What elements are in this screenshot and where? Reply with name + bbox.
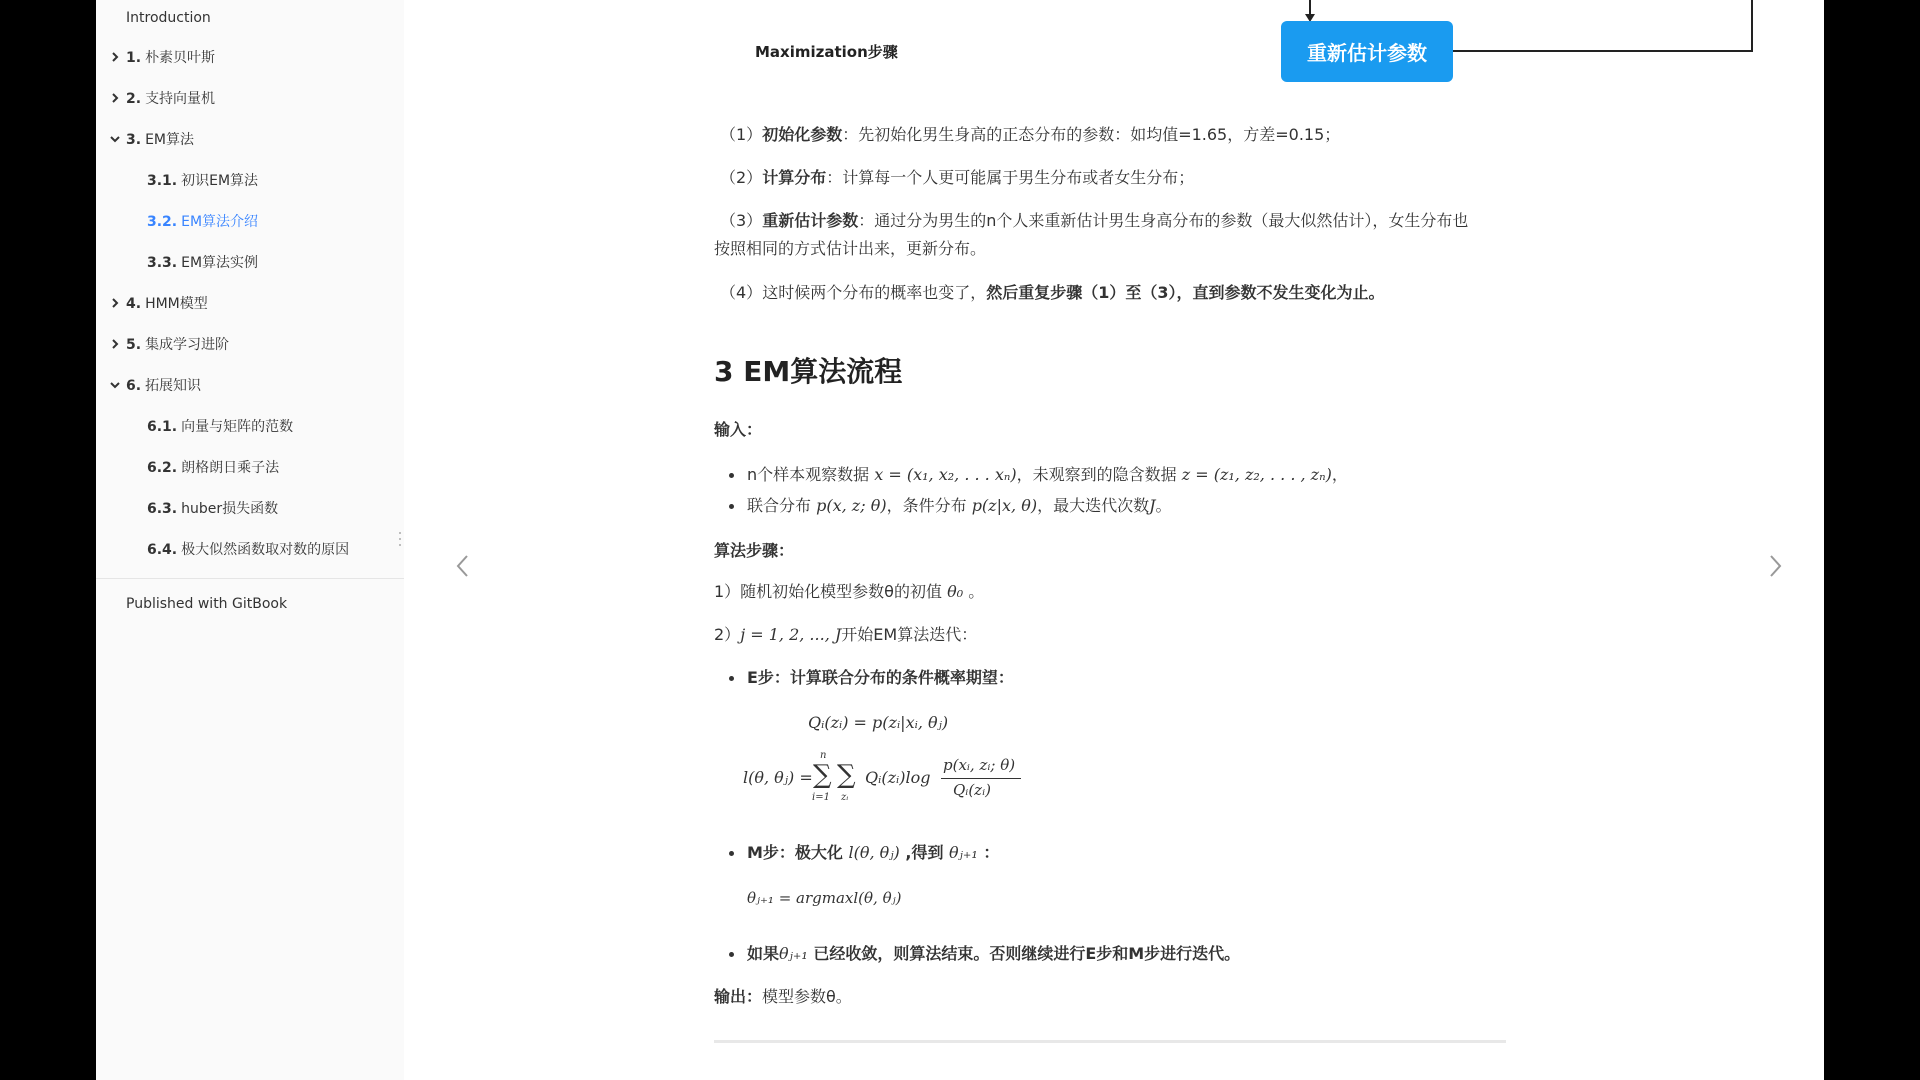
eq2-numerator: p(xᵢ, zᵢ; θ) bbox=[943, 756, 1016, 774]
input-item-comma: ， bbox=[1331, 465, 1348, 484]
sidebar-item-label bbox=[147, 498, 278, 518]
sum-symbol-2: ∑ bbox=[837, 760, 856, 790]
sidebar-item-4[interactable] bbox=[96, 162, 404, 198]
step-2-title: 计算分布 bbox=[762, 168, 827, 187]
published-with-gitbook-link[interactable]: Published with GitBook bbox=[126, 596, 288, 612]
prev-page-button[interactable] bbox=[442, 546, 482, 586]
main-content bbox=[404, 0, 1824, 1080]
sidebar-item-2[interactable] bbox=[96, 80, 404, 116]
sidebar-item-label bbox=[126, 375, 201, 395]
sidebar-item-number: 6.2. bbox=[147, 460, 178, 476]
m-step-get-text: ,得到 bbox=[905, 843, 944, 862]
joint-dist-text: 联合分布 bbox=[747, 496, 812, 515]
sidebar-item-number: 3.3. bbox=[147, 255, 178, 271]
sidebar-item-13[interactable] bbox=[96, 531, 404, 567]
sidebar-item-number: 3. bbox=[126, 132, 142, 148]
step-2 bbox=[720, 167, 1194, 189]
flow-maximization-label: Maximization步骤 bbox=[755, 43, 898, 61]
sidebar-item-text: huber损失函数 bbox=[181, 501, 279, 517]
next-page-button[interactable] bbox=[1756, 546, 1796, 586]
sidebar-item-label bbox=[126, 10, 211, 26]
sidebar-item-text: 初识EM算法 bbox=[181, 173, 259, 189]
math-x-vector: x = (x₁, x₂, . . . xₙ) bbox=[874, 465, 1017, 484]
math-l-theta: l(θ, θⱼ) bbox=[848, 843, 900, 862]
eq2-sum2-bottom: zᵢ bbox=[841, 792, 849, 803]
chevron-right-icon[interactable] bbox=[108, 296, 122, 310]
equation-q: Qᵢ(zᵢ) = p(zᵢ|xᵢ, θⱼ) bbox=[808, 713, 949, 732]
sidebar-resize-handle[interactable] bbox=[399, 532, 403, 546]
sidebar-item-label bbox=[126, 334, 229, 354]
algo-step-1-end: 。 bbox=[968, 582, 985, 601]
m-step-text: M步：极大化 bbox=[747, 843, 843, 862]
step-1-prefix: （1） bbox=[720, 125, 763, 144]
sidebar-item-label bbox=[147, 457, 279, 477]
step-3-continued: 按照相同的方式估计出来，更新分布。 bbox=[714, 239, 987, 258]
sidebar-item-text: 集成学习进阶 bbox=[145, 337, 230, 353]
algorithm-label: 算法步骤： bbox=[714, 541, 795, 560]
sidebar-item-1[interactable] bbox=[96, 39, 404, 75]
math-joint-dist: p(x, z; θ) bbox=[816, 496, 887, 515]
algo-step-2 bbox=[714, 624, 977, 646]
sidebar-item-label bbox=[126, 293, 208, 313]
sidebar-item-number: 1. bbox=[126, 50, 142, 66]
step-4-bold-text: 然后重复步骤（1）至（3），直到参数不发生变化为止。 bbox=[986, 283, 1385, 302]
math-cond-dist: p(z|x, θ) bbox=[971, 496, 1038, 515]
step-1 bbox=[720, 124, 1340, 146]
sidebar-item-8[interactable] bbox=[96, 326, 404, 362]
sidebar-item-text: 朴素贝叶斯 bbox=[145, 50, 216, 66]
equation-likelihood bbox=[743, 752, 1063, 808]
sidebar-item-text: Introduction bbox=[126, 10, 211, 26]
step-3-text: ：通过分为男生的n个人来重新估计男生身高分布的参数（最大似然估计），女生分布也 bbox=[858, 211, 1469, 230]
convergence-step bbox=[747, 943, 1240, 965]
sidebar-item-text: EM算法 bbox=[145, 132, 194, 148]
convergence-if: 如果 bbox=[747, 944, 780, 963]
sidebar-item-text: 朗格朗日乘子法 bbox=[181, 460, 280, 476]
step-4-prefix: （4） bbox=[720, 283, 763, 302]
input-item-hidden-text: ，未观察到的隐含数据 bbox=[1016, 465, 1177, 484]
step-1-title: 初始化参数 bbox=[762, 125, 843, 144]
algo-step-1 bbox=[714, 581, 984, 603]
sum-symbol-1: ∑ bbox=[813, 760, 832, 790]
equation-argmax: θⱼ₊₁ = argmaxl(θ, θⱼ) bbox=[747, 889, 902, 907]
e-step: E步：计算联合分布的条件概率期望： bbox=[747, 668, 1014, 687]
eq2-lhs: l(θ, θⱼ) = bbox=[743, 768, 813, 787]
sidebar bbox=[96, 0, 405, 1080]
sidebar-item-text: EM算法介绍 bbox=[181, 214, 259, 230]
step-4-text: 这时候两个分布的概率也变了， bbox=[762, 283, 987, 302]
output-text: 模型参数θ。 bbox=[762, 987, 852, 1006]
sidebar-item-12[interactable] bbox=[96, 490, 404, 526]
sidebar-item-text: 向量与矩阵的范数 bbox=[181, 419, 294, 435]
m-step-colon: ： bbox=[983, 843, 1000, 862]
sidebar-item-6[interactable] bbox=[96, 244, 404, 280]
sidebar-item-number: 6.1. bbox=[147, 419, 178, 435]
chevron-down-icon[interactable] bbox=[108, 132, 122, 146]
sidebar-item-text: EM算法实例 bbox=[181, 255, 259, 271]
math-j-range: j = 1, 2, ..., J bbox=[740, 625, 842, 644]
math-theta-j1-conv: θⱼ₊₁ bbox=[779, 944, 808, 963]
sidebar-item-3[interactable] bbox=[96, 121, 404, 157]
section-divider bbox=[714, 1040, 1506, 1043]
chevron-right-icon[interactable] bbox=[108, 50, 122, 64]
input-label: 输入： bbox=[714, 420, 763, 439]
sidebar-item-label bbox=[126, 88, 215, 108]
sidebar-item-text: 拓展知识 bbox=[145, 378, 202, 394]
step-1-text: ：先初始化男生身高的正态分布的参数：如均值=1.65，方差=0.15； bbox=[842, 125, 1341, 144]
chevron-down-icon[interactable] bbox=[108, 378, 122, 392]
step-2-text: ：计算每一个人更可能属于男生分布或者女生分布； bbox=[826, 168, 1195, 187]
browser-page bbox=[96, 0, 1824, 1080]
sidebar-item-label bbox=[147, 416, 293, 436]
algo-step-1-text: 1）随机初始化模型参数θ的初值 bbox=[714, 582, 942, 601]
sidebar-item-label bbox=[147, 252, 258, 272]
step-2-prefix: （2） bbox=[720, 168, 763, 187]
sidebar-item-7[interactable] bbox=[96, 285, 404, 321]
output-label: 输出： bbox=[714, 987, 763, 1006]
eq2-denominator: Qᵢ(zᵢ) bbox=[953, 781, 991, 799]
sidebar-item-number: 5. bbox=[126, 337, 142, 353]
math-z-vector: z = (z₁, z₂, . . . , zₙ) bbox=[1181, 465, 1332, 484]
sidebar-item-label bbox=[126, 47, 215, 67]
step-4 bbox=[720, 282, 1384, 304]
output-line bbox=[714, 986, 852, 1008]
chevron-left-icon bbox=[455, 554, 469, 578]
chevron-right-icon[interactable] bbox=[108, 91, 122, 105]
flow-box-reestimate: 重新估计参数 bbox=[1281, 21, 1453, 82]
sidebar-item-number: 6.3. bbox=[147, 501, 178, 517]
sidebar-item-5[interactable] bbox=[96, 203, 404, 239]
input-item-samples-text: n个样本观察数据 bbox=[747, 465, 870, 484]
sidebar-divider bbox=[96, 578, 404, 579]
input-item-distributions bbox=[747, 495, 1172, 517]
math-theta-j1: θⱼ₊₁ bbox=[949, 843, 978, 862]
eq2-middle: Qᵢ(zᵢ)log bbox=[865, 768, 931, 787]
step-3-title: 重新估计参数 bbox=[762, 211, 859, 230]
sidebar-item-11[interactable] bbox=[96, 449, 404, 485]
eq2-sum1-top: n bbox=[820, 750, 827, 761]
sidebar-item-number: 3.2. bbox=[147, 214, 178, 230]
chevron-right-icon bbox=[1769, 554, 1783, 578]
sidebar-item-label bbox=[147, 170, 258, 190]
eq2-fraction-bar bbox=[941, 778, 1021, 779]
chevron-right-icon[interactable] bbox=[108, 337, 122, 351]
sidebar-item-label bbox=[126, 129, 194, 149]
sidebar-item-number: 3.1. bbox=[147, 173, 178, 189]
sidebar-item-number: 4. bbox=[126, 296, 142, 312]
sidebar-item-text: 支持向量机 bbox=[145, 91, 216, 107]
eq2-sum1-bottom: i=1 bbox=[812, 792, 830, 803]
sidebar-item-label bbox=[147, 211, 258, 231]
step-3-prefix: （3） bbox=[720, 211, 763, 230]
section-heading: 3 EM算法流程 bbox=[714, 355, 903, 388]
sidebar-item-text: 极大似然函数取对数的原因 bbox=[181, 542, 350, 558]
sidebar-item-9[interactable] bbox=[96, 367, 404, 403]
algo-step-2-text: 开始EM算法迭代： bbox=[841, 625, 978, 644]
step-3 bbox=[720, 210, 1468, 232]
input-item-samples bbox=[747, 464, 1348, 486]
sidebar-item-number: 6. bbox=[126, 378, 142, 394]
math-J: J bbox=[1149, 496, 1156, 515]
sidebar-item-text: HMM模型 bbox=[145, 296, 208, 312]
max-iter-text: ，最大迭代次数 bbox=[1037, 496, 1150, 515]
math-theta0: θ₀ bbox=[947, 582, 964, 601]
sidebar-item-0[interactable] bbox=[96, 0, 404, 36]
convergence-text: 已经收敛，则算法结束。否则继续进行E步和M步进行迭代。 bbox=[813, 944, 1241, 963]
input-item-period: 。 bbox=[1155, 496, 1172, 515]
sidebar-item-10[interactable] bbox=[96, 408, 404, 444]
sidebar-item-number: 2. bbox=[126, 91, 142, 107]
m-step bbox=[747, 842, 999, 864]
cond-dist-text: ，条件分布 bbox=[886, 496, 967, 515]
sidebar-item-label bbox=[147, 539, 349, 559]
algo-step-2-prefix: 2） bbox=[714, 625, 741, 644]
sidebar-item-number: 6.4. bbox=[147, 542, 178, 558]
